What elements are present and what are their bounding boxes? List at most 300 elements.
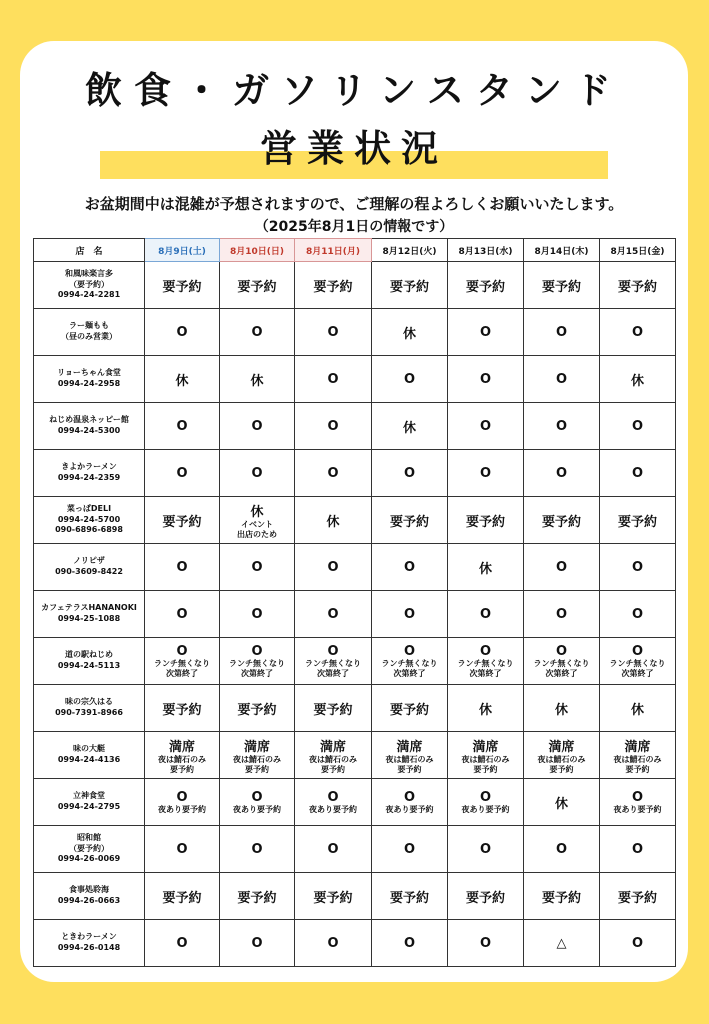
status-cell bbox=[372, 920, 448, 967]
status-note: 夜は鯖石のみ bbox=[309, 754, 357, 764]
status-value: O bbox=[251, 559, 263, 575]
status-value: 要予約 bbox=[162, 279, 202, 295]
table-row bbox=[34, 262, 676, 309]
table-row bbox=[34, 732, 676, 779]
status-value: O bbox=[251, 324, 263, 340]
status-cell bbox=[295, 685, 372, 732]
page-subtitle: 営業状況 bbox=[260, 127, 448, 170]
status-value: 要予約 bbox=[465, 514, 505, 530]
shop-name-line: 和風味楽言多 bbox=[65, 268, 113, 278]
status-value: 満席 bbox=[168, 739, 195, 755]
status-value: O bbox=[403, 606, 416, 622]
shop-name-line: 立神食堂 bbox=[73, 791, 105, 801]
status-cell bbox=[295, 262, 372, 309]
status-value: 要予約 bbox=[389, 890, 429, 906]
status-note: ランチ無くなり bbox=[457, 658, 514, 668]
status-cell bbox=[448, 638, 524, 685]
status-cell bbox=[524, 920, 600, 967]
shop-name-cell bbox=[34, 685, 145, 732]
status-cell bbox=[600, 262, 676, 309]
status-cell bbox=[145, 356, 220, 403]
status-cell bbox=[295, 591, 372, 638]
status-cell bbox=[448, 356, 524, 403]
status-cell bbox=[524, 638, 600, 685]
shop-name-cell bbox=[34, 309, 145, 356]
status-cell bbox=[372, 638, 448, 685]
status-cell bbox=[295, 309, 372, 356]
shop-name-line: ときわラーメン bbox=[61, 932, 117, 942]
status-cell bbox=[448, 403, 524, 450]
status-cell bbox=[372, 826, 448, 873]
status-cell bbox=[372, 262, 448, 309]
status-cell bbox=[145, 262, 220, 309]
status-cell bbox=[448, 732, 524, 779]
status-cell bbox=[145, 779, 220, 826]
status-cell bbox=[524, 779, 600, 826]
status-cell bbox=[524, 403, 600, 450]
status-cell bbox=[220, 591, 295, 638]
status-cell bbox=[145, 544, 220, 591]
shop-name-cell bbox=[34, 450, 145, 497]
status-value: O bbox=[327, 324, 339, 340]
shop-name-line: カフェテラスHANANOKI bbox=[41, 603, 137, 613]
status-value: O bbox=[631, 841, 644, 857]
status-cell bbox=[600, 873, 676, 920]
status-cell bbox=[600, 591, 676, 638]
status-value: O bbox=[176, 935, 188, 951]
status-value: 要予約 bbox=[389, 279, 429, 295]
status-cell bbox=[220, 826, 295, 873]
status-value: O bbox=[479, 324, 492, 340]
status-value: 休 bbox=[175, 373, 189, 389]
shop-name-line: きよかラーメン bbox=[61, 462, 117, 472]
status-value: 休 bbox=[402, 420, 416, 436]
status-value: O bbox=[555, 418, 568, 434]
status-cell bbox=[600, 450, 676, 497]
status-note: 要予約 bbox=[549, 764, 574, 774]
status-cell bbox=[295, 826, 372, 873]
status-cell bbox=[220, 732, 295, 779]
status-value: 休 bbox=[630, 702, 644, 718]
status-cell bbox=[448, 779, 524, 826]
shop-name-line: 食事処聆海 bbox=[69, 885, 109, 895]
status-value: 休 bbox=[478, 561, 492, 577]
status-note: ランチ無くなり bbox=[381, 658, 438, 668]
status-cell bbox=[372, 450, 448, 497]
status-cell bbox=[448, 544, 524, 591]
status-cell bbox=[524, 356, 600, 403]
status-value: 要予約 bbox=[162, 890, 202, 906]
status-value: 要予約 bbox=[617, 514, 657, 530]
status-note: 要予約 bbox=[625, 764, 650, 774]
status-value: 休 bbox=[250, 504, 264, 520]
status-value: O bbox=[403, 643, 416, 659]
status-note: 要予約 bbox=[397, 764, 422, 774]
table-row bbox=[34, 779, 676, 826]
status-value: O bbox=[176, 465, 188, 481]
shop-name-line: （要予約） bbox=[69, 279, 109, 289]
status-value: 休 bbox=[250, 373, 264, 389]
status-value: O bbox=[479, 418, 492, 434]
status-cell bbox=[220, 309, 295, 356]
status-note: ランチ無くなり bbox=[533, 658, 590, 668]
status-cell bbox=[448, 685, 524, 732]
shop-name-cell bbox=[34, 403, 145, 450]
status-cell bbox=[372, 685, 448, 732]
status-value: O bbox=[327, 465, 339, 481]
status-value: O bbox=[555, 841, 568, 857]
date-header: 8月11日(月) bbox=[295, 239, 372, 262]
status-value: O bbox=[327, 606, 339, 622]
status-value: 要予約 bbox=[389, 702, 429, 718]
info-date: （2025年8月1日の情報です） bbox=[254, 219, 454, 235]
status-value: O bbox=[176, 559, 188, 575]
status-value: O bbox=[251, 418, 263, 434]
status-cell bbox=[220, 262, 295, 309]
shop-name-line: 090-6896-6898 bbox=[55, 525, 123, 535]
table-row bbox=[34, 403, 676, 450]
status-value: O bbox=[631, 606, 644, 622]
status-cell bbox=[295, 544, 372, 591]
status-cell bbox=[220, 356, 295, 403]
status-value: O bbox=[251, 606, 263, 622]
status-value: O bbox=[327, 418, 339, 434]
status-value: O bbox=[327, 935, 339, 951]
status-cell bbox=[524, 826, 600, 873]
status-cell bbox=[600, 638, 676, 685]
shop-name-line: 090-7391-8966 bbox=[55, 708, 123, 717]
status-cell bbox=[145, 826, 220, 873]
status-value: O bbox=[176, 789, 188, 805]
table-row bbox=[34, 544, 676, 591]
status-cell bbox=[220, 920, 295, 967]
status-note: 次第終了 bbox=[621, 668, 654, 678]
status-cell bbox=[295, 873, 372, 920]
status-value: 要予約 bbox=[237, 702, 277, 718]
status-value: O bbox=[555, 643, 568, 659]
status-cell bbox=[448, 873, 524, 920]
status-value: O bbox=[327, 789, 339, 805]
shop-name-line: ノリピザ bbox=[73, 556, 105, 566]
shop-name-line: 0994-24-4136 bbox=[57, 755, 121, 764]
status-value: O bbox=[251, 935, 263, 951]
status-value: 要予約 bbox=[465, 890, 505, 906]
status-cell bbox=[295, 920, 372, 967]
shop-name-line: 0994-24-5700 bbox=[57, 514, 121, 524]
status-cell bbox=[145, 685, 220, 732]
status-value: O bbox=[176, 606, 188, 622]
status-value: 要予約 bbox=[237, 279, 277, 295]
schedule-table bbox=[33, 238, 676, 967]
shop-name-line: ねじめ温泉ネッピー館 bbox=[49, 415, 129, 425]
shop-name-cell bbox=[34, 920, 145, 967]
status-note: ランチ無くなり bbox=[229, 658, 285, 668]
status-value: O bbox=[403, 465, 416, 481]
status-value: O bbox=[479, 465, 492, 481]
status-cell bbox=[524, 544, 600, 591]
status-cell bbox=[220, 779, 295, 826]
status-cell bbox=[220, 403, 295, 450]
status-note: 要予約 bbox=[473, 764, 498, 774]
status-value: O bbox=[555, 559, 568, 575]
shop-name-line: リョーちゃん食堂 bbox=[57, 368, 121, 378]
status-value: 要予約 bbox=[162, 514, 202, 530]
status-value: O bbox=[479, 606, 492, 622]
status-note: 夜あり要予約 bbox=[309, 804, 357, 814]
status-cell bbox=[295, 732, 372, 779]
status-value: O bbox=[403, 841, 416, 857]
status-cell bbox=[372, 544, 448, 591]
status-value: O bbox=[403, 789, 416, 805]
status-cell bbox=[524, 309, 600, 356]
status-cell bbox=[295, 403, 372, 450]
status-cell bbox=[220, 544, 295, 591]
status-cell bbox=[600, 309, 676, 356]
status-note: 夜は鯖石のみ bbox=[461, 754, 510, 764]
status-cell bbox=[372, 591, 448, 638]
status-cell bbox=[448, 591, 524, 638]
status-value: O bbox=[403, 371, 416, 387]
shop-name-line: ラー麺もも bbox=[69, 321, 109, 331]
shop-name-line: 0994-24-5300 bbox=[57, 426, 121, 435]
table-row bbox=[34, 920, 676, 967]
shop-name-cell bbox=[34, 638, 145, 685]
status-note: 夜は鯖石のみ bbox=[233, 754, 281, 764]
table-row bbox=[34, 450, 676, 497]
status-note: ランチ無くなり bbox=[154, 658, 210, 668]
shop-name-cell bbox=[34, 262, 145, 309]
status-cell bbox=[600, 356, 676, 403]
status-note: 出店のため bbox=[237, 529, 277, 539]
status-cell bbox=[600, 826, 676, 873]
status-value: 満席 bbox=[548, 739, 575, 755]
status-value: 要予約 bbox=[541, 514, 581, 530]
status-cell bbox=[295, 497, 372, 544]
status-note: 夜は鯖石のみ bbox=[613, 754, 662, 764]
status-note: 次第終了 bbox=[393, 668, 426, 678]
status-note: 夜あり要予約 bbox=[158, 804, 206, 814]
status-cell bbox=[600, 685, 676, 732]
status-cell bbox=[145, 591, 220, 638]
status-value: 要予約 bbox=[541, 890, 581, 906]
status-note: 次第終了 bbox=[166, 668, 198, 678]
shop-name-cell bbox=[34, 732, 145, 779]
status-cell bbox=[220, 873, 295, 920]
shop-name-line: 0994-24-2281 bbox=[57, 290, 121, 300]
table-row bbox=[34, 826, 676, 873]
status-cell bbox=[220, 638, 295, 685]
shop-name-line: 0994-24-2795 bbox=[57, 802, 121, 811]
status-cell bbox=[145, 920, 220, 967]
status-note: 夜あり要予約 bbox=[233, 804, 281, 814]
status-cell bbox=[220, 685, 295, 732]
status-value: O bbox=[251, 643, 263, 659]
status-value: O bbox=[327, 371, 339, 387]
status-note: 要予約 bbox=[245, 764, 269, 774]
status-value: O bbox=[479, 841, 492, 857]
status-cell bbox=[372, 497, 448, 544]
status-value: O bbox=[251, 789, 263, 805]
status-cell bbox=[600, 544, 676, 591]
status-note: イベント bbox=[241, 519, 273, 529]
status-cell bbox=[220, 450, 295, 497]
table-row bbox=[34, 638, 676, 685]
status-value: 休 bbox=[326, 514, 340, 530]
status-value: 満席 bbox=[319, 739, 346, 755]
status-note: 夜あり要予約 bbox=[461, 804, 510, 814]
table-row bbox=[34, 873, 676, 920]
status-cell bbox=[448, 309, 524, 356]
status-value: O bbox=[176, 324, 188, 340]
status-value: 要予約 bbox=[313, 279, 353, 295]
status-value: 要予約 bbox=[541, 279, 581, 295]
status-value: 満席 bbox=[624, 739, 651, 755]
status-value: O bbox=[479, 935, 492, 951]
status-cell bbox=[145, 497, 220, 544]
status-cell bbox=[145, 309, 220, 356]
notice-text: お盆期間中は混雑が予想されますので、ご理解の程よろしくお願いいたします。 bbox=[84, 195, 624, 213]
status-value: 休 bbox=[402, 326, 416, 342]
status-value: O bbox=[403, 559, 416, 575]
status-value: O bbox=[631, 643, 644, 659]
status-value: O bbox=[479, 371, 492, 387]
status-value: 要予約 bbox=[237, 890, 277, 906]
status-cell bbox=[145, 638, 220, 685]
status-value: O bbox=[403, 935, 416, 951]
date-header: 8月15日(金) bbox=[600, 239, 676, 262]
status-cell bbox=[600, 920, 676, 967]
status-note: ランチ無くなり bbox=[305, 658, 361, 668]
table-row bbox=[34, 497, 676, 544]
shop-name-line: 菜っぱDELI bbox=[66, 503, 112, 513]
shop-header: 店 名 bbox=[34, 239, 145, 262]
shop-name-line: 0994-25-1088 bbox=[57, 614, 121, 623]
status-cell bbox=[448, 262, 524, 309]
status-value: 満席 bbox=[472, 739, 499, 755]
status-cell bbox=[524, 591, 600, 638]
status-value: O bbox=[251, 841, 263, 857]
table-row bbox=[34, 309, 676, 356]
status-value: O bbox=[327, 841, 339, 857]
status-value: O bbox=[176, 418, 188, 434]
status-value: O bbox=[555, 371, 568, 387]
status-cell bbox=[600, 732, 676, 779]
status-value: 要予約 bbox=[313, 890, 353, 906]
table-row bbox=[34, 356, 676, 403]
status-note: 夜あり要予約 bbox=[613, 804, 662, 814]
status-value: O bbox=[555, 465, 568, 481]
status-cell bbox=[372, 356, 448, 403]
shop-name-line: 0994-26-0663 bbox=[57, 896, 121, 905]
shop-name-cell bbox=[34, 356, 145, 403]
shop-name-cell bbox=[34, 779, 145, 826]
shop-name-line: 0994-26-0148 bbox=[57, 943, 121, 952]
shop-name-cell bbox=[34, 873, 145, 920]
status-cell bbox=[145, 403, 220, 450]
shop-name-line: 0994-24-2958 bbox=[57, 379, 121, 388]
status-cell bbox=[524, 873, 600, 920]
status-value: 要予約 bbox=[162, 702, 202, 718]
status-cell bbox=[372, 403, 448, 450]
shop-name-line: 味の大艇 bbox=[73, 744, 105, 754]
status-cell bbox=[448, 450, 524, 497]
status-cell bbox=[448, 826, 524, 873]
header-row bbox=[34, 239, 676, 262]
status-value: O bbox=[631, 935, 644, 951]
status-cell bbox=[524, 685, 600, 732]
status-cell bbox=[524, 450, 600, 497]
table-row bbox=[34, 685, 676, 732]
status-value: O bbox=[555, 606, 568, 622]
status-value: O bbox=[479, 789, 492, 805]
status-cell bbox=[600, 779, 676, 826]
date-header: 8月14日(木) bbox=[524, 239, 600, 262]
status-value: 要予約 bbox=[465, 279, 505, 295]
status-value: O bbox=[327, 643, 339, 659]
status-note: 次第終了 bbox=[241, 668, 273, 678]
shop-name-line: 0994-26-0069 bbox=[57, 854, 121, 864]
status-value: O bbox=[176, 643, 188, 659]
status-note: 夜は鯖石のみ bbox=[537, 754, 586, 764]
status-value: 要予約 bbox=[389, 514, 429, 530]
shop-name-line: 道の駅ねじめ bbox=[65, 650, 113, 660]
shop-name-cell bbox=[34, 591, 145, 638]
shop-name-line: （昼のみ営業） bbox=[61, 332, 117, 341]
status-cell bbox=[295, 450, 372, 497]
status-value: 要予約 bbox=[617, 890, 657, 906]
status-value: O bbox=[631, 559, 644, 575]
page-title: 飲食・ガソリンスタンド bbox=[85, 69, 623, 112]
status-value: 休 bbox=[478, 702, 492, 718]
status-value: O bbox=[555, 324, 568, 340]
status-cell bbox=[372, 732, 448, 779]
date-header: 8月13日(水) bbox=[448, 239, 524, 262]
status-value: 要予約 bbox=[617, 279, 657, 295]
status-cell bbox=[145, 450, 220, 497]
shop-name-line: 0994-24-5113 bbox=[57, 661, 121, 670]
status-value: O bbox=[479, 643, 492, 659]
status-value: 満席 bbox=[396, 739, 423, 755]
status-value: O bbox=[176, 841, 188, 857]
status-value: 休 bbox=[554, 702, 568, 718]
status-cell bbox=[524, 497, 600, 544]
status-cell bbox=[600, 403, 676, 450]
status-value: 要予約 bbox=[313, 702, 353, 718]
status-cell bbox=[145, 732, 220, 779]
shop-name-line: 0994-24-2359 bbox=[57, 473, 121, 482]
status-cell bbox=[295, 356, 372, 403]
shop-name-line: （要予約） bbox=[69, 843, 109, 853]
status-note: ランチ無くなり bbox=[609, 658, 666, 668]
status-cell bbox=[600, 497, 676, 544]
status-cell bbox=[524, 732, 600, 779]
status-value: O bbox=[631, 324, 644, 340]
status-note: 次第終了 bbox=[469, 668, 502, 678]
status-value: 満席 bbox=[243, 739, 270, 755]
status-cell bbox=[524, 262, 600, 309]
status-value: 休 bbox=[630, 373, 644, 389]
shop-name-line: 昭和館 bbox=[77, 832, 101, 842]
status-cell bbox=[448, 920, 524, 967]
status-value: O bbox=[251, 465, 263, 481]
status-cell bbox=[372, 873, 448, 920]
table-row bbox=[34, 591, 676, 638]
status-note: 夜は鯖石のみ bbox=[385, 754, 434, 764]
shop-name-line: 味の宗久はる bbox=[65, 697, 113, 707]
shop-name-line: 090-3609-8422 bbox=[55, 567, 123, 576]
status-note: 夜あり要予約 bbox=[385, 804, 434, 814]
status-value: O bbox=[327, 559, 339, 575]
